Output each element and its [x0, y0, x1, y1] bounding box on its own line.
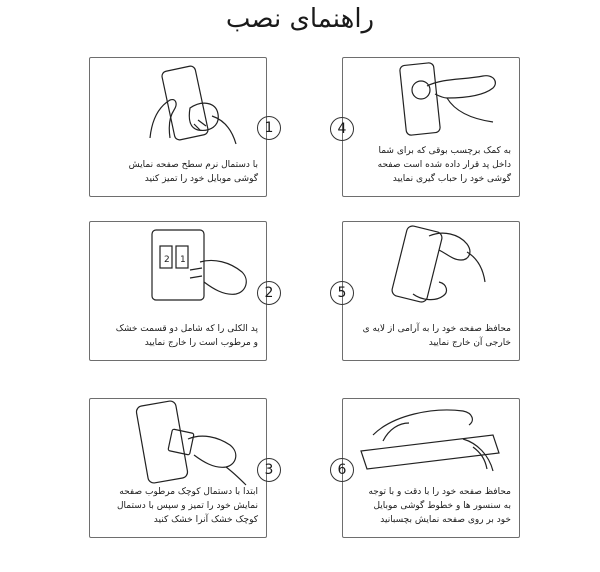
apply-protector-icon [343, 399, 519, 489]
step-5-number: 5 [330, 281, 354, 305]
step-3-number: 3 [257, 458, 281, 482]
step-4-card [342, 57, 520, 197]
alcohol-pad-icon [90, 222, 266, 312]
step-1-card [89, 57, 267, 197]
step-4-text: به کمک برچسب بوقی که برای شما داخل پد قرار داده شده است صفحه گوشی خود را حباب گیری نمایید [377, 146, 511, 184]
step-3-text: ابتدا با دستمال کوچک مرطوب صفحه نمایش خود را تمیز و سپس با دستمال کوچک خشک آنرا خشک کنید [117, 487, 258, 525]
step-6-card [342, 398, 520, 538]
step-2-text: پد الکلی را که شامل دو قسمت خشک و مرطوب است را خارج نمایید [115, 324, 258, 348]
page-title: راهنمای نصب [225, 4, 375, 34]
step-5-text: محافظ صفحه خود را به آرامی از لایه ی خارجی آن خارج نمایید [362, 324, 511, 348]
step-6-text: محافظ صفحه خود را با دقت و با توجه به سنسور ها و خطوط گوشی موبایل خود بر روی صفحه نمایش بچسبانید [368, 487, 511, 525]
step-2-card [89, 221, 267, 361]
phone-bubble-removal-icon [343, 58, 519, 148]
step-3-card [89, 398, 267, 538]
step-6-number: 6 [330, 458, 354, 482]
phone-cleaning-cloth-icon [90, 58, 266, 148]
wipe-screen-icon [90, 399, 266, 489]
step-1-text: با دستمال نرم سطح صفحه نمایش گوشی موبایل خود را تمیز کنید [128, 160, 258, 184]
step-5-card [342, 221, 520, 361]
step-2-number: 2 [257, 281, 281, 305]
step-1-number: 1 [257, 116, 281, 140]
step-4-number: 4 [330, 117, 354, 141]
protector-peel-icon [343, 222, 519, 312]
svg-text:1: 1 [180, 255, 186, 265]
svg-text:2: 2 [164, 255, 170, 265]
